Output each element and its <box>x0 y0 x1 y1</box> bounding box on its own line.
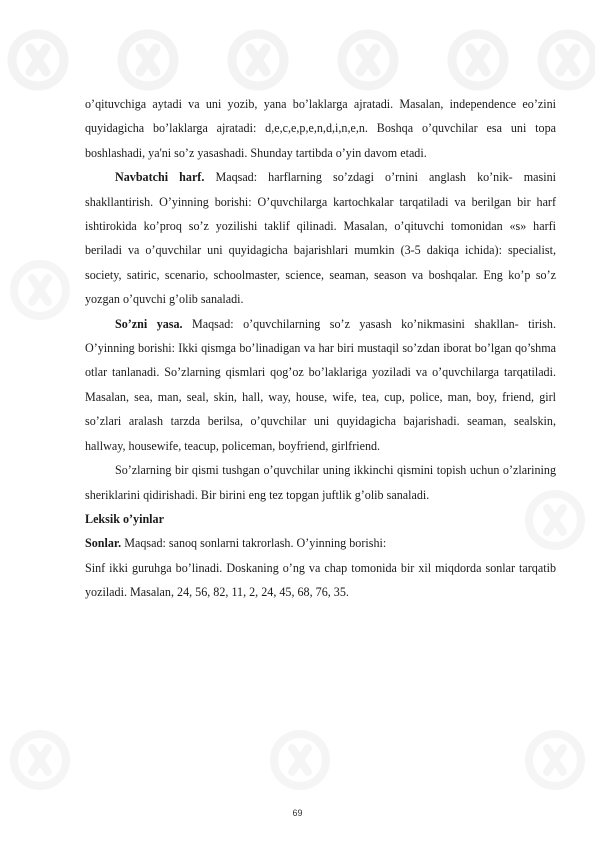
section-heading-text: Leksik o’yinlar <box>85 511 164 526</box>
page-number: 69 <box>292 808 303 818</box>
paragraph: So’zlarning bir qismi tushgan o’quvchilar uning ikkinchi qismini topish uchun o’zlarining sheriklarini qidirishadi. Bir birini eng tez topgan juftlik g’olib sanaladi. <box>85 463 556 502</box>
watermark-logo <box>12 34 64 86</box>
paragraph-heading: Sonlar. <box>85 536 122 551</box>
paragraph: Sinf ikki guruhga bo’linadi. Doskaning o’ng va chap tomonida bir xil miqdorda sonlar tarqatib yoziladi. Masalan, 24, 56, 82, 11, 2, 24, 45, 68, 76, 35. <box>85 560 556 600</box>
paragraph <box>85 531 556 555</box>
watermark-logo <box>14 734 66 786</box>
paragraph-text: Maqsad: o’quvchilarning so’z yasash ko’nikmasini shakllan- tirish. O’yinning borishi: Ikki qismga bo’linadigan va har biri mustaqil so’zdan iborat bo’lgan qo’shma otlar tanlanadi. So’zlarning qismlari qog’oz bo’laklariga yoziladi va o’quvchilarga tarqatiladi. Masalan, sea, man, seal, skin, hall, way, house, wife, tea, cup, police, man, boy, friend, girl so’zlari aralash tarzda berilsa, o’quvchilar uni quyidagicha bajarishadi. seaman, sealskin, hallway, housewife, teacup, policeman, boyfriend, girlfriend. <box>85 316 556 453</box>
section-heading <box>85 507 556 531</box>
watermark-logo <box>529 734 581 786</box>
paragraph <box>85 165 556 311</box>
watermark-logo <box>122 34 174 86</box>
paragraph <box>85 312 556 458</box>
watermark-logo <box>452 34 504 86</box>
watermark-logo <box>232 34 284 86</box>
paragraph-text: Maqsad: harflarning so’zdagi o’rnini anglash ko’nik- masini shakllantirish. O’yinning borishi: O’quvchilarga kartochkalar tarqatiladi va berilgan bir harf ishtirokida ko’proq so’z yozilishi taklif qilinadi. Masalan, o’qituvchi tomonidan «s» harfi beriladi va o’quvchilar uni quyidagicha bajarishlari mumkin (3-5 dakiqa ichida): specialist, society, satiric, scenario, schoolmaster, science, seaman, season va boshqalar. Eng ko’p so’z yozgan o’quvchi g’olib sanaladi. <box>85 170 556 307</box>
watermark-logo <box>542 34 594 86</box>
watermark-logo <box>274 734 326 786</box>
paragraph: o’qituvchiga aytadi va uni yozib, yana bo’laklarga ajratadi. Masalan, independence eo’zini quyidagicha bo’laklarga ajratadi: d,e,c,e,p,e,n,d,i,n,e,n. Boshqa o’quvchilar esa uni topa boshlashadi, ya'ni so’z yasashadi. Shunday tartibda o’yin davom etadi. <box>85 97 556 160</box>
watermark-logo <box>14 264 66 316</box>
paragraph-text: Maqsad: sanoq sonlarni takrorlash. O’yinning borishi: <box>121 536 387 551</box>
watermark-logo <box>342 34 394 86</box>
page-body <box>85 92 556 605</box>
paragraph-heading: Navbatchi harf. <box>115 170 205 185</box>
paragraph-heading: So’zni yasa. <box>115 316 183 331</box>
